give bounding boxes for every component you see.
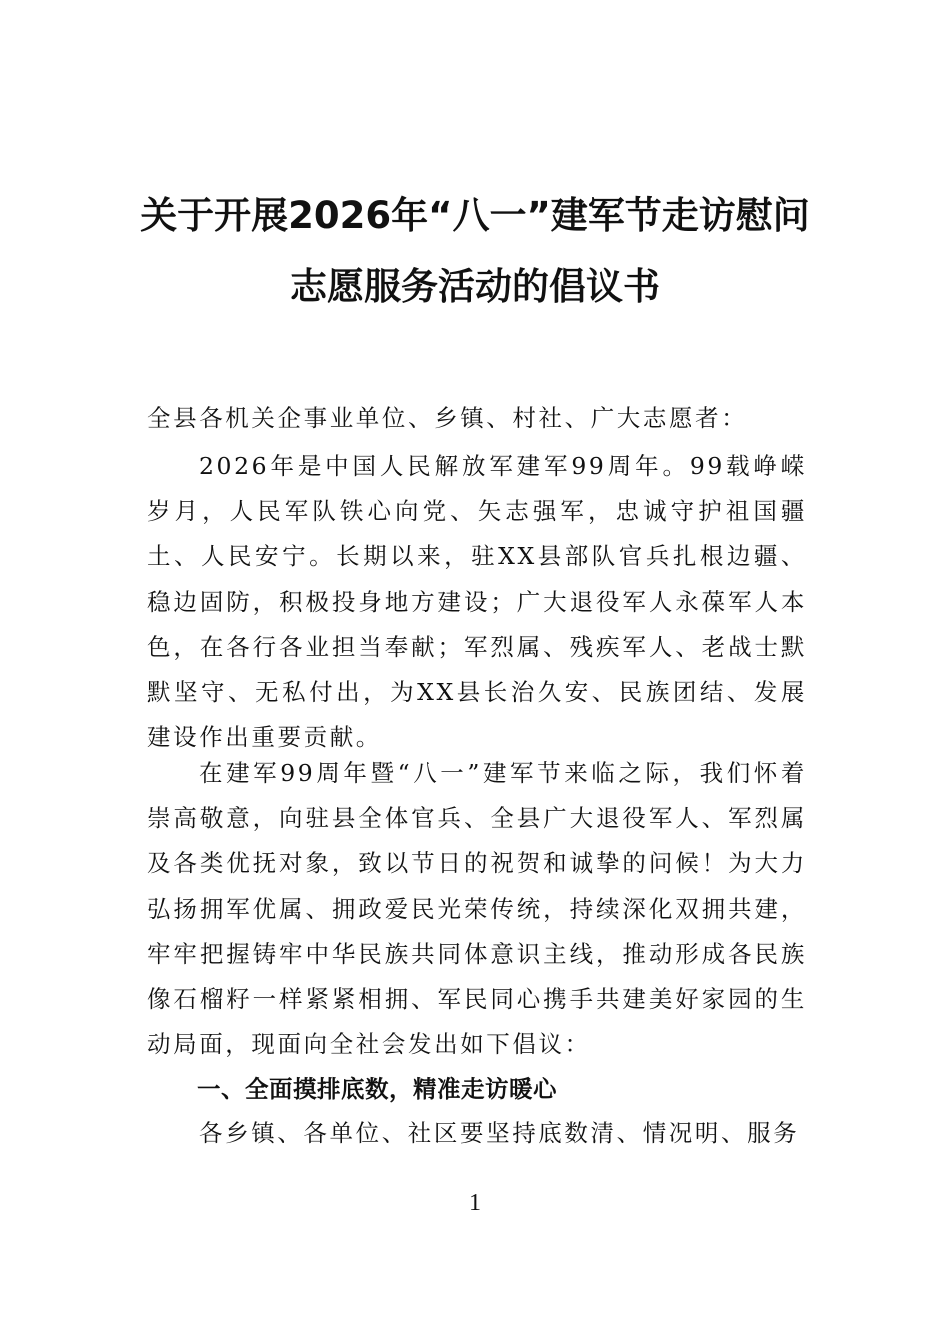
section-1-heading: 一、全面摸排底数，精准走访暖心 bbox=[197, 1075, 557, 1103]
document-title-line-1: 关于开展2026年“八一”建军节走访慰问 bbox=[140, 194, 810, 237]
paragraph-2: 在建军99周年暨“八一”建军节来临之际，我们怀着崇高敬意，向驻县全体官兵、全县广大退役军人、军烈属及各类优抚对象，致以节日的祝贺和诚挚的问候！为大力弘扬拥军优属、拥政爱民光荣传统，持续深化双拥共建，牢牢把握铸牢中华民族共同体意识主线，推动形成各民族像石榴籽一样紧紧相拥、军民同心携手共建美好家园的生动局面，现面向全社会发出如下倡议： bbox=[147, 759, 807, 1059]
paragraph-3: 各乡镇、各单位、社区要坚持底数清、情况明、服务 bbox=[199, 1119, 800, 1147]
document-title-line-2: 志愿服务活动的倡议书 bbox=[290, 265, 660, 308]
salutation: 全县各机关企事业单位、乡镇、村社、广大志愿者： bbox=[147, 404, 748, 432]
page-number: 1 bbox=[469, 1190, 481, 1216]
paragraph-1: 2026年是中国人民解放军建军99周年。99载峥嵘岁月，人民军队铁心向党、矢志强军，忠诚守护祖国疆土、人民安宁。长期以来，驻XX县部队官兵扎根边疆、稳边固防，积极投身地方建设；广大退役军人永葆军人本色，在各行各业担当奉献；军烈属、残疾军人、老战士默默坚守、无私付出，为XX县长治久安、民族团结、发展建设作出重要贡献。 bbox=[147, 452, 807, 752]
